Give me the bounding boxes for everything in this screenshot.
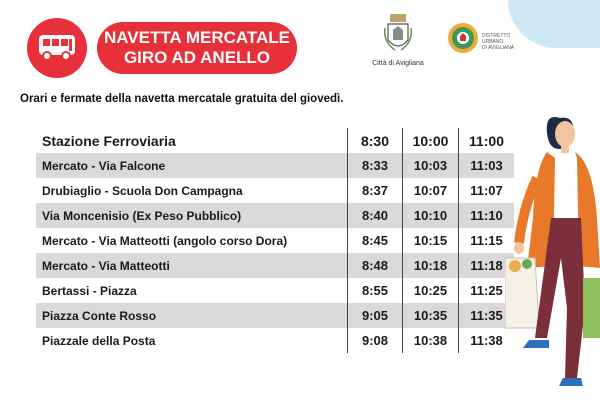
- time-run-2: 10:03: [402, 153, 458, 178]
- time-run-3: 11:07: [458, 178, 514, 203]
- district-text: DISTRETTO URBANO DI AVIGLIANA: [482, 33, 515, 51]
- table-row: [36, 153, 514, 178]
- time-run-3: 11:00: [458, 128, 514, 153]
- time-run-3: 11:03: [458, 153, 514, 178]
- stop-name: Via Moncenisio (Ex Peso Pubblico): [42, 208, 242, 223]
- stop-name: Stazione Ferroviaria: [42, 132, 176, 149]
- city-crest-icon: [381, 12, 415, 61]
- time-run-2: 10:35: [402, 303, 458, 328]
- time-run-1: 8:33: [347, 153, 402, 178]
- time-run-1: 9:05: [347, 303, 402, 328]
- time-run-2: 10:38: [402, 328, 458, 353]
- time-run-1: 8:45: [347, 228, 402, 253]
- district-logo-icon: [447, 22, 479, 59]
- table-row: [36, 203, 514, 228]
- time-run-1: 8:55: [347, 278, 402, 303]
- time-run-2: 10:07: [402, 178, 458, 203]
- time-run-1: 8:37: [347, 178, 402, 203]
- subtitle: Orari e fermate della navetta mercatale gratuita del giovedì.: [20, 93, 344, 105]
- stop-name: Piazza Conte Rosso: [42, 308, 157, 323]
- time-run-3: 11:18: [458, 253, 514, 278]
- time-run-2: 10:18: [402, 253, 458, 278]
- stop-name: Mercato - Via Matteotti: [42, 258, 170, 273]
- table-row: [36, 328, 514, 353]
- decorative-blob: [508, 0, 600, 48]
- time-run-3: 11:15: [458, 228, 514, 253]
- table-row: [36, 228, 514, 253]
- time-run-1: 9:08: [347, 328, 402, 353]
- bus-badge: [27, 18, 87, 78]
- time-run-3: 11:10: [458, 203, 514, 228]
- time-run-2: 10:00: [402, 128, 458, 153]
- table-row: [36, 128, 514, 153]
- title-line-1: NAVETTA MERCATALE: [103, 28, 291, 47]
- time-run-1: 8:30: [347, 128, 402, 153]
- stop-name: Mercato - Via Falcone: [42, 158, 166, 173]
- time-run-2: 10:15: [402, 228, 458, 253]
- schedule-table: [36, 128, 514, 353]
- stop-name: Bertassi - Piazza: [42, 283, 137, 298]
- table-row: [36, 278, 514, 303]
- time-run-3: 11:38: [458, 328, 514, 353]
- time-run-1: 8:40: [347, 203, 402, 228]
- bus-icon: [37, 33, 77, 63]
- time-run-2: 10:25: [402, 278, 458, 303]
- time-run-1: 8:48: [347, 253, 402, 278]
- title-banner: [97, 22, 297, 74]
- table-row: [36, 253, 514, 278]
- stop-name: Piazzale della Posta: [42, 333, 156, 348]
- time-run-3: 11:25: [458, 278, 514, 303]
- stop-name: Drubiaglio - Scuola Don Campagna: [42, 183, 243, 198]
- table-row: [36, 303, 514, 328]
- stop-name: Mercato - Via Matteotti (angolo corso Dora): [42, 233, 288, 248]
- time-run-2: 10:10: [402, 203, 458, 228]
- table-row: [36, 178, 514, 203]
- time-run-3: 11:35: [458, 303, 514, 328]
- title-line-2: GIRO AD ANELLO: [123, 48, 271, 67]
- shopper-illustration: [505, 108, 600, 398]
- city-caption: Città di Avigliana: [372, 60, 424, 67]
